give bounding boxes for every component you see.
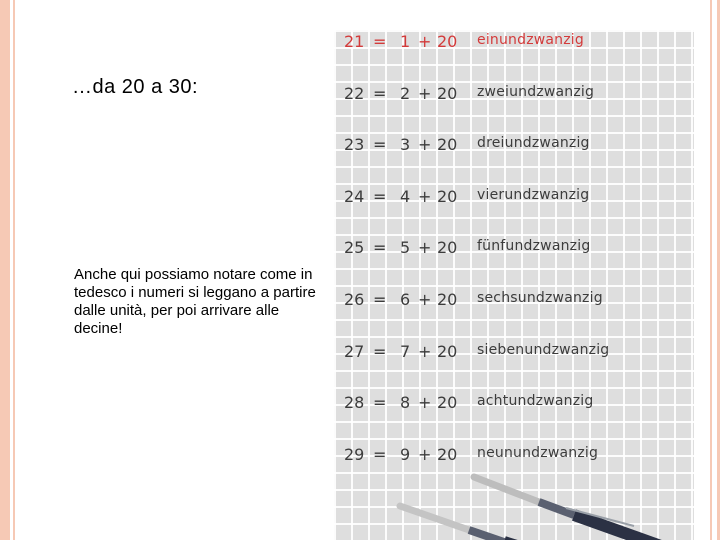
units-cell: 5 — [400, 238, 411, 257]
number-cell: 29 — [344, 445, 365, 464]
number-cell: 21 — [344, 32, 365, 51]
equals-sign: = — [373, 238, 387, 257]
units-cell: 8 — [400, 393, 411, 412]
units-cell: 2 — [400, 84, 411, 103]
number-cell: 22 — [344, 84, 365, 103]
equals-sign: = — [373, 393, 387, 412]
german-word: siebenundzwanzig — [477, 342, 610, 358]
tens-cell: 20 — [437, 238, 458, 257]
tens-cell: 20 — [437, 393, 458, 412]
plus-sign: + — [418, 393, 432, 412]
plus-sign: + — [418, 342, 432, 361]
number-cell: 25 — [344, 238, 365, 257]
slide-title: …da 20 a 30: — [72, 76, 199, 98]
equals-sign: = — [373, 445, 387, 464]
units-cell: 1 — [400, 32, 411, 51]
german-word: einundzwanzig — [477, 32, 584, 48]
number-cell: 24 — [344, 187, 365, 206]
equals-sign: = — [373, 290, 387, 309]
number-cell: 27 — [344, 342, 365, 361]
german-word: zweiundzwanzig — [477, 84, 595, 100]
german-word: fünfundzwanzig — [477, 238, 591, 254]
plus-sign: + — [418, 238, 432, 257]
german-word: dreiundzwanzig — [477, 135, 590, 151]
frame-left-line — [13, 0, 15, 540]
plus-sign: + — [418, 290, 432, 309]
equals-sign: = — [373, 32, 387, 51]
tens-cell: 20 — [437, 135, 458, 154]
equals-sign: = — [373, 187, 387, 206]
number-table-image — [334, 30, 694, 540]
frame-left-border — [0, 0, 10, 540]
frame-right-line — [710, 0, 712, 540]
units-cell: 7 — [400, 342, 411, 361]
units-cell: 3 — [400, 135, 411, 154]
number-cell: 26 — [344, 290, 365, 309]
slide-body-text: Anche qui possiamo notare come in tedesco i numeri si leggano a partire dalle unità, per poi arrivare alle decine! — [74, 266, 316, 337]
german-word: neunundzwanzig — [477, 445, 599, 461]
number-cell: 28 — [344, 393, 365, 412]
equals-sign: = — [373, 342, 387, 361]
plus-sign: + — [418, 84, 432, 103]
plus-sign: + — [418, 32, 432, 51]
german-word: achtundzwanzig — [477, 393, 594, 409]
pen-upper-icon — [474, 477, 694, 540]
units-cell: 9 — [400, 445, 411, 464]
tens-cell: 20 — [437, 84, 458, 103]
number-cell: 23 — [344, 135, 365, 154]
plus-sign: + — [418, 187, 432, 206]
tens-cell: 20 — [437, 187, 458, 206]
pens-illustration — [334, 30, 694, 540]
plus-sign: + — [418, 445, 432, 464]
tens-cell: 20 — [437, 445, 458, 464]
plus-sign: + — [418, 135, 432, 154]
tens-cell: 20 — [437, 342, 458, 361]
tens-cell: 20 — [437, 32, 458, 51]
german-word: vierundzwanzig — [477, 187, 590, 203]
units-cell: 4 — [400, 187, 411, 206]
equals-sign: = — [373, 135, 387, 154]
tens-cell: 20 — [437, 290, 458, 309]
units-cell: 6 — [400, 290, 411, 309]
equals-sign: = — [373, 84, 387, 103]
german-word: sechsundzwanzig — [477, 290, 603, 306]
